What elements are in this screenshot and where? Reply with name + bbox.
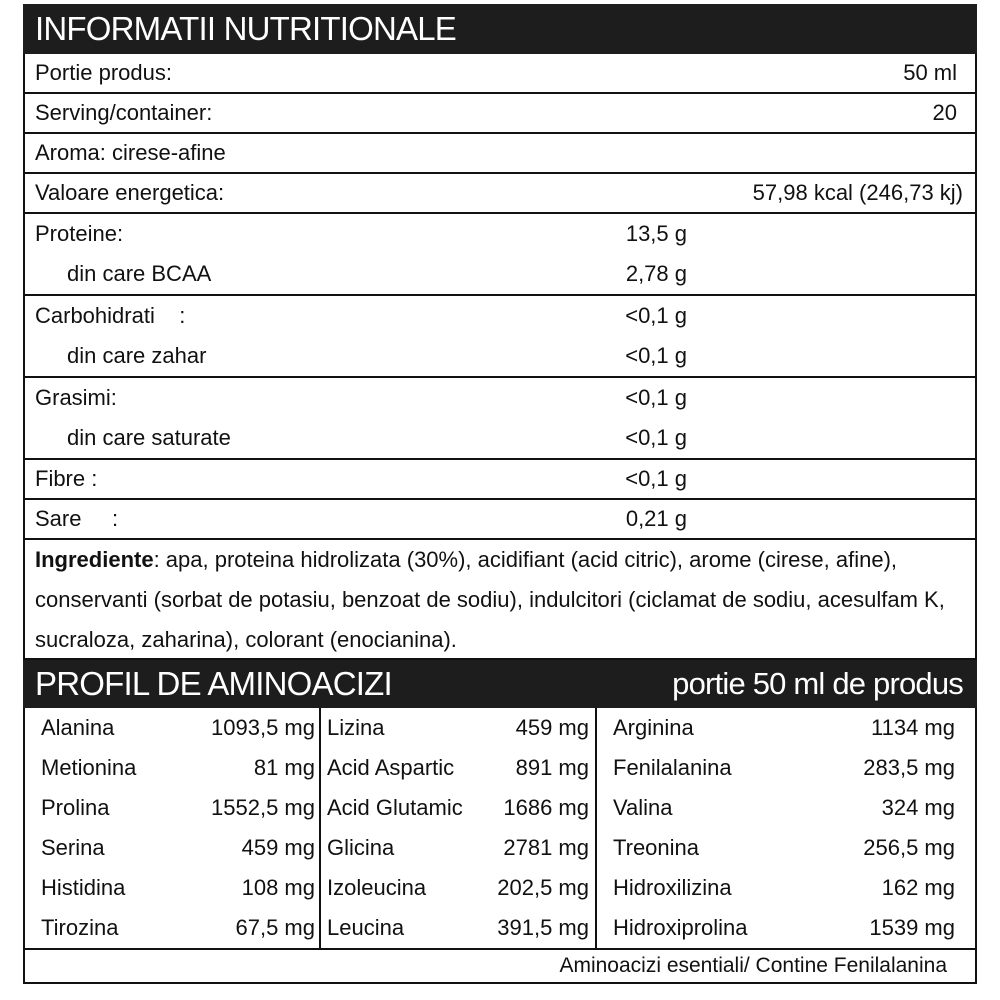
amino-value: 459 mg: [241, 835, 315, 860]
fat-value: <0,1 g: [625, 385, 687, 410]
saturated-label: din care saturate: [67, 425, 231, 450]
amino-name: Valina: [613, 795, 673, 820]
nutrition-label: [23, 4, 977, 996]
amino-row: [321, 828, 595, 868]
fibre-row: [25, 460, 975, 500]
saturated-row: [25, 418, 975, 458]
sugar-row: [25, 336, 975, 376]
flavor-row: [25, 134, 975, 174]
amino-row: [597, 868, 975, 908]
amino-value: 162 mg: [881, 875, 955, 900]
energy-value: 57,98 kcal (246,73 kj): [752, 180, 963, 205]
amino-row: [25, 708, 319, 748]
amino-name: Tirozina: [41, 915, 119, 940]
amino-column-1: [25, 708, 321, 948]
flavor-label: Aroma: cirese-afine: [35, 140, 226, 165]
amino-column-2: [321, 708, 597, 948]
amino-value: 1134 mg: [871, 715, 955, 740]
amino-row: [25, 908, 319, 948]
amino-value: 459 mg: [515, 715, 589, 740]
amino-row: [597, 908, 975, 948]
ingredients-list: : apa, proteina hidrolizata (30%), acidifiant (acid citric), arome (cirese, afine), conservanti (sorbat de potasiu, benzoat de sodiu), indulcitori (ciclamat de sodiu, acesulfam K, sucraloza, zaharina), colorant (enocianina).: [35, 547, 945, 652]
bcaa-label: din care BCAA: [67, 261, 212, 286]
amino-value: 256,5 mg: [863, 835, 955, 860]
nutrition-table: [23, 54, 977, 660]
amino-value: 1686 mg: [503, 795, 589, 820]
amino-value: 2781 mg: [503, 835, 589, 860]
amino-value: 81 mg: [253, 755, 315, 780]
amino-row: [321, 868, 595, 908]
amino-title: PROFIL DE AMINOACIZI: [35, 665, 392, 702]
amino-name: Hidroxilizina: [613, 875, 732, 900]
amino-value: 1093,5 mg: [211, 715, 315, 740]
carbs-row: [25, 296, 975, 336]
ingredients-label: Ingrediente: [35, 547, 154, 572]
amino-value: 391,5 mg: [497, 915, 589, 940]
fat-group: [25, 378, 975, 460]
amino-row: [597, 748, 975, 788]
amino-row: [597, 708, 975, 748]
amino-row: [25, 788, 319, 828]
sugar-value: <0,1 g: [625, 343, 687, 368]
amino-subtitle: portie 50 ml de produs: [672, 666, 963, 701]
amino-row: [321, 708, 595, 748]
amino-footer-note: Aminoacizi esentiali/ Contine Fenilalanina: [25, 948, 975, 984]
amino-value: 67,5 mg: [235, 915, 315, 940]
amino-row: [597, 828, 975, 868]
amino-name: Metionina: [41, 755, 137, 780]
servings-value: 20: [932, 100, 957, 125]
amino-value: 891 mg: [515, 755, 589, 780]
salt-row: [25, 500, 975, 540]
amino-name: Alanina: [41, 715, 115, 740]
amino-table: [23, 708, 977, 984]
amino-row: [25, 868, 319, 908]
bcaa-row: [25, 254, 975, 294]
protein-group: [25, 214, 975, 296]
amino-grid: [25, 708, 975, 948]
amino-row: [321, 788, 595, 828]
amino-name: Prolina: [41, 795, 110, 820]
protein-row: [25, 214, 975, 254]
amino-value: 202,5 mg: [497, 875, 589, 900]
amino-name: Glicina: [327, 835, 395, 860]
amino-value: 108 mg: [241, 875, 315, 900]
energy-label: Valoare energetica:: [35, 180, 225, 205]
carbs-group: [25, 296, 975, 378]
nutrition-header: [23, 4, 977, 54]
amino-name: Acid Aspartic: [327, 755, 455, 780]
sugar-label: din care zahar: [67, 343, 207, 368]
amino-value: 324 mg: [881, 795, 955, 820]
amino-name: Leucina: [327, 915, 405, 940]
amino-row: [321, 748, 595, 788]
protein-value: 13,5 g: [625, 221, 687, 246]
servings-label: Serving/container:: [35, 100, 213, 125]
ingredients-text: [25, 540, 975, 660]
amino-name: Lizina: [327, 715, 385, 740]
portion-row: [25, 54, 975, 94]
amino-header: [23, 660, 977, 708]
fibre-value: <0,1 g: [625, 466, 687, 491]
amino-row: [321, 908, 595, 948]
amino-name: Treonina: [613, 835, 700, 860]
saturated-value: <0,1 g: [625, 425, 687, 450]
amino-column-3: [597, 708, 975, 948]
carbs-value: <0,1 g: [625, 303, 687, 328]
amino-name: Fenilalanina: [613, 755, 732, 780]
amino-name: Acid Glutamic: [327, 795, 463, 820]
amino-row: [597, 788, 975, 828]
fibre-label: Fibre :: [35, 466, 98, 491]
portion-value: 50 ml: [903, 60, 957, 85]
energy-row: [25, 174, 975, 214]
fat-row: [25, 378, 975, 418]
amino-row: [25, 748, 319, 788]
salt-value: 0,21 g: [625, 506, 687, 531]
amino-value: 1552,5 mg: [211, 795, 315, 820]
amino-name: Hidroxiprolina: [613, 915, 748, 940]
carbs-label: Carbohidrati :: [35, 303, 186, 328]
amino-name: Arginina: [613, 715, 694, 740]
amino-row: [25, 828, 319, 868]
amino-value: 1539 mg: [869, 915, 955, 940]
amino-name: Histidina: [41, 875, 126, 900]
fat-label: Grasimi:: [35, 385, 117, 410]
bcaa-value: 2,78 g: [625, 261, 687, 286]
portion-label: Portie produs:: [35, 60, 172, 85]
amino-name: Izoleucina: [327, 875, 427, 900]
amino-value: 283,5 mg: [863, 755, 955, 780]
servings-row: [25, 94, 975, 134]
protein-label: Proteine:: [35, 221, 124, 246]
amino-name: Serina: [41, 835, 105, 860]
salt-label: Sare :: [35, 506, 119, 531]
nutrition-title: INFORMATII NUTRITIONALE: [35, 10, 456, 47]
